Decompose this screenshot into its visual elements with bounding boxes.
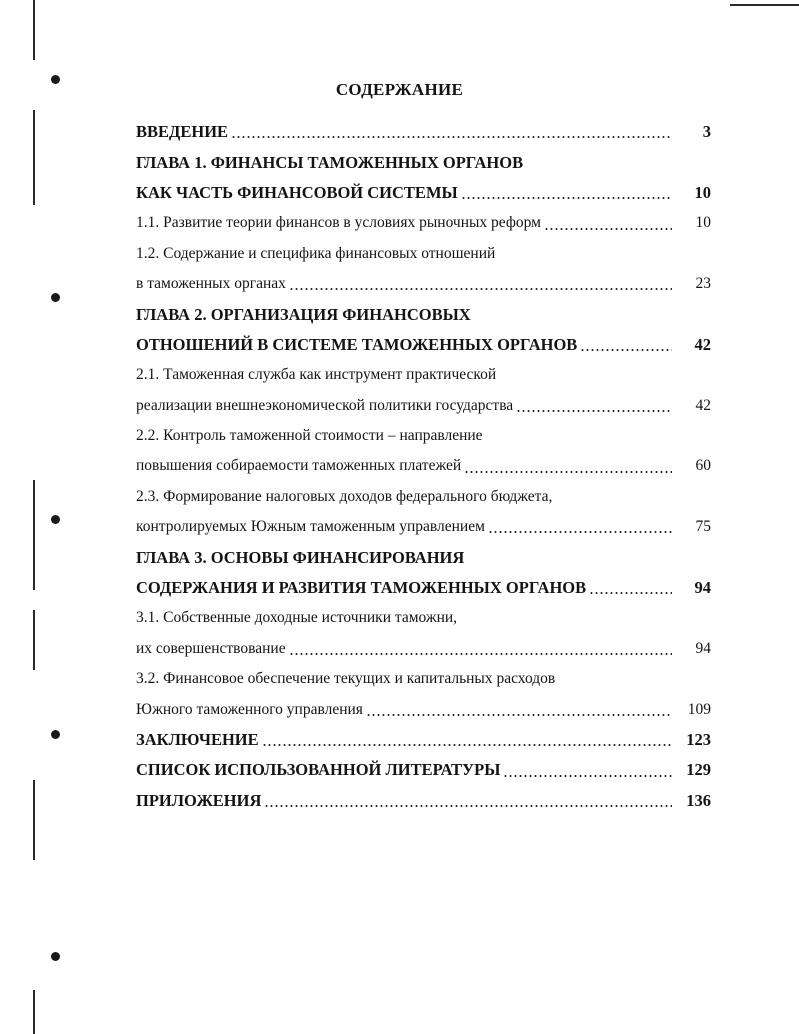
toc-entry bbox=[136, 694, 711, 724]
dot-leader bbox=[544, 228, 672, 230]
toc-entry-text: контролируемых Южным таможенным управлением bbox=[136, 518, 485, 536]
toc-entry-page: 10 bbox=[694, 182, 711, 202]
toc-entry-text: 1.2. Содержание и специфика финансовых отношений bbox=[136, 244, 496, 262]
toc-entry bbox=[136, 178, 711, 208]
toc-entry bbox=[136, 117, 711, 147]
toc-entry-page: 42 bbox=[695, 396, 711, 414]
dot-leader bbox=[464, 471, 672, 473]
toc-entry bbox=[136, 451, 711, 481]
toc-entry-page: 75 bbox=[695, 518, 711, 536]
toc-entry-text: 3.1. Собственные доходные источники таможни, bbox=[136, 609, 458, 627]
toc-entry-text: ПРИЛОЖЕНИЯ bbox=[136, 790, 262, 810]
punch-hole bbox=[51, 730, 60, 739]
toc-entry-text: СОДЕРЖАНИЯ И РАЗВИТИЯ ТАМОЖЕННЫХ ОРГАНОВ bbox=[136, 578, 587, 598]
toc-entry-text: ГЛАВА 3. ОСНОВЫ ФИНАНСИРОВАНИЯ bbox=[136, 547, 465, 567]
toc-entry-page: 136 bbox=[686, 790, 711, 810]
toc-entry-page: 42 bbox=[694, 334, 711, 354]
toc-entry-text: ОТНОШЕНИЙ В СИСТЕМЕ ТАМОЖЕННЫХ ОРГАНОВ bbox=[136, 334, 578, 354]
dot-leader bbox=[289, 288, 672, 290]
dot-leader bbox=[366, 714, 672, 716]
toc-entry-text: ВВЕДЕНИЕ bbox=[136, 122, 229, 142]
toc-entry bbox=[136, 239, 711, 269]
toc-entry-text: ГЛАВА 2. ОРГАНИЗАЦИЯ ФИНАНСОВЫХ bbox=[136, 304, 471, 324]
toc-entry bbox=[136, 269, 711, 299]
toc-entry bbox=[136, 147, 711, 177]
scan-edge-line bbox=[33, 110, 35, 205]
dot-leader bbox=[589, 592, 672, 594]
toc-entry bbox=[136, 391, 711, 421]
dot-leader bbox=[488, 531, 672, 533]
toc-entry-page: 23 bbox=[695, 275, 711, 293]
toc-entry-text: 2.3. Формирование налоговых доходов федерального бюджета, bbox=[136, 487, 553, 505]
toc-entry-text: 1.1. Развитие теории финансов в условиях рыночных реформ bbox=[136, 214, 541, 232]
punch-hole bbox=[51, 293, 60, 302]
scan-edge-line bbox=[33, 480, 35, 590]
toc-entry bbox=[136, 725, 711, 755]
toc-entry-text: ЗАКЛЮЧЕНИЕ bbox=[136, 730, 259, 749]
toc-entry-text: в таможенных органах bbox=[136, 275, 286, 293]
scan-top-rule bbox=[730, 4, 799, 6]
dot-leader bbox=[231, 136, 672, 138]
toc-entry bbox=[136, 786, 711, 816]
toc-entry bbox=[136, 542, 711, 572]
punch-hole bbox=[51, 952, 60, 961]
toc-entry-page: 123 bbox=[686, 730, 711, 749]
dot-leader bbox=[580, 349, 672, 351]
toc-entry-text: 2.1. Таможенная служба как инструмент практической bbox=[136, 366, 497, 384]
toc-entry-text: Южного таможенного управления bbox=[136, 700, 363, 718]
toc-entry bbox=[136, 330, 711, 360]
toc-entry-text: СПИСОК ИСПОЛЬЗОВАННОЙ ЛИТЕРАТУРЫ bbox=[136, 760, 501, 780]
toc-entry-page: 94 bbox=[694, 578, 711, 598]
toc-entry-text: 3.2. Финансовое обеспечение текущих и капитальных расходов bbox=[136, 670, 556, 688]
toc-entry-page: 94 bbox=[695, 639, 711, 657]
toc-entry-text: их совершенствование bbox=[136, 639, 286, 657]
toc-entry-text: реализации внешнеэкономической политики государства bbox=[136, 396, 514, 414]
table-of-contents bbox=[136, 117, 711, 816]
scan-edge-line bbox=[33, 990, 35, 1034]
toc-entry-page: 10 bbox=[695, 214, 711, 232]
toc-entry-text: ГЛАВА 1. ФИНАНСЫ ТАМОЖЕННЫХ ОРГАНОВ bbox=[136, 152, 524, 172]
toc-entry-text: КАК ЧАСТЬ ФИНАНСОВОЙ СИСТЕМЫ bbox=[136, 182, 458, 202]
scan-edge-line bbox=[33, 610, 35, 670]
page-title: СОДЕРЖАНИЕ bbox=[335, 80, 464, 99]
toc-entry-page: 3 bbox=[702, 122, 711, 142]
toc-entry bbox=[136, 299, 711, 329]
scan-edge-line bbox=[33, 0, 35, 60]
toc-entry bbox=[136, 664, 711, 694]
toc-entry-text: 2.2. Контроль таможенной стоимости – направление bbox=[136, 427, 483, 445]
toc-entry bbox=[136, 208, 711, 238]
toc-entry bbox=[136, 482, 711, 512]
dot-leader bbox=[461, 197, 672, 199]
toc-entry-page: 129 bbox=[686, 760, 711, 780]
dot-leader bbox=[289, 653, 672, 655]
toc-entry bbox=[136, 634, 711, 664]
toc-entry bbox=[136, 603, 711, 633]
toc-entry-page: 109 bbox=[687, 700, 711, 718]
toc-entry bbox=[136, 360, 711, 390]
toc-entry-page: 60 bbox=[695, 457, 711, 475]
toc-entry-text: повышения собираемости таможенных платежей bbox=[136, 457, 462, 475]
punch-hole bbox=[51, 515, 60, 524]
dot-leader bbox=[264, 805, 672, 807]
dot-leader bbox=[503, 775, 672, 777]
toc-entry bbox=[136, 421, 711, 451]
dot-leader bbox=[516, 410, 672, 412]
toc-entry bbox=[136, 573, 711, 603]
toc-entry bbox=[136, 512, 711, 542]
scan-edge-line bbox=[33, 780, 35, 860]
toc-entry bbox=[136, 755, 711, 785]
dot-leader bbox=[262, 744, 672, 746]
